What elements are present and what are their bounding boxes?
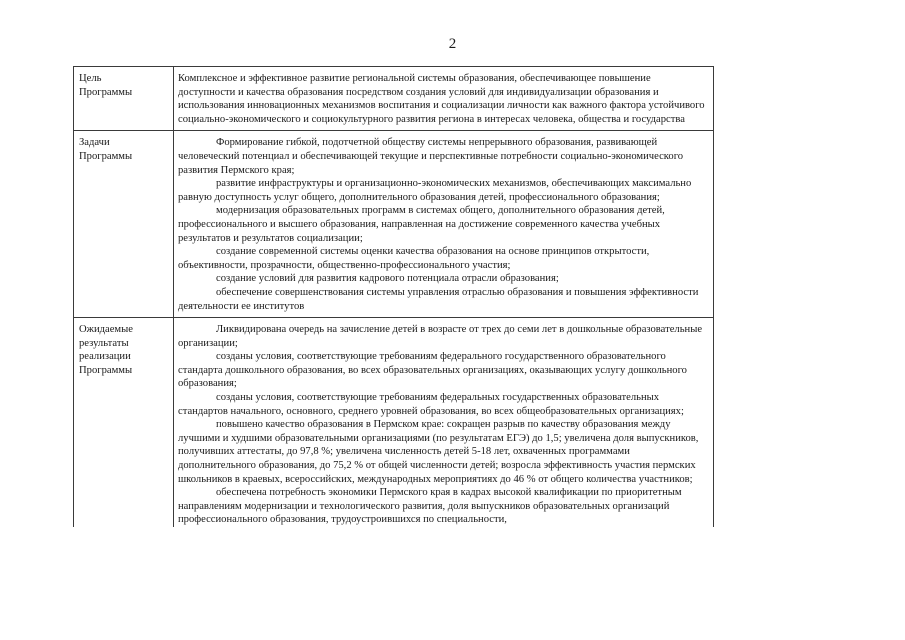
task-item: создание условий для развития кадрового потенциала отрасли образования; (216, 273, 559, 285)
page-number: 2 (448, 36, 457, 52)
result-item: повышено качество образования в Пермском крае: сокращен разрыв по качеству образования между лучшими и худшими образовательными организациями (по результатам ЕГЭ) до 1,5; увеличена доля выпускников, получивших аттестаты, до 97,8 %; увеличена численность детей 5-18 лет, охваченных программами дополнительного образования, до 75,2 % от общей численности детей; возросла эффективность участия пермских школьников в краевых, всероссийских, международных мероприятиях до 46 % от общего количества участников; (178, 419, 699, 485)
goal-cell (174, 67, 714, 131)
goal-row (74, 67, 714, 131)
result-item: обеспечена потребность экономики Пермского края в кадрах высокой квалификации по приоритетным направлениям модернизации и технологического развития, доля выпускников образовательных организаций профессионального образования, трудоустроившихся по специальности, (178, 487, 682, 526)
result-item: Ликвидирована очередь на зачисление детей в возрасте от трех до семи лет в дошкольные образовательные организации; (178, 324, 703, 349)
task-item: создание современной системы оценки качества образования на основе принципов открытости, объективности, прозрачности, общественно-профессионального участия; (178, 246, 650, 271)
task-item: Формирование гибкой, подотчетной обществу системы непрерывного образования, развивающей человеческий потенциал и обеспечивающей текущие и перспективные потребности социально-экономического развития Пермского края; (178, 137, 684, 176)
task-item: модернизация образовательных программ в системах общего, дополнительного образования детей, профессионального и высшего образования, направленная на достижение современного качества учебных результатов и результатов социализации; (178, 205, 665, 244)
result-item: созданы условия, соответствующие требованиям федеральных государственных образовательных стандартов начального, основного, среднего уровней образования, во всех общеобразовательных организациях; (178, 392, 684, 417)
task-item: обеспечение совершенствования системы управления отраслью образования и повышения эффективности деятельности ее институтов (178, 286, 699, 312)
task-item: развитие инфраструктуры и организационно-экономических механизмов, обеспечивающих максимально равную доступность услуг общего, дополнительного образования детей, профессионального образования; (178, 178, 692, 203)
tasks-cell (174, 131, 714, 318)
tasks-row (74, 131, 714, 318)
tasks-label: Задачи Программы (74, 131, 174, 318)
results-row (74, 318, 714, 527)
goal-label: Цель Программы (74, 67, 174, 131)
result-item: созданы условия, соответствующие требованиям федерального государственного образовательного стандарта дошкольного образования, во всех образовательных организациях, оказывающих услугу дошкольного образования; (178, 351, 687, 390)
program-passport-table (73, 66, 714, 527)
results-label: Ожидаемые результаты реализации Программы (74, 318, 174, 527)
goal-text: Комплексное и эффективное развитие региональной системы образования, обеспечивающее повышение доступности и качества образования посредством создания условий для индивидуализации образования и использования инновационных механизмов воспитания и социализации личности как важного фактора устойчивого социально-экономического и социокультурного развития региона в интересах человека, общества и государства (178, 73, 705, 125)
results-cell (174, 318, 714, 527)
